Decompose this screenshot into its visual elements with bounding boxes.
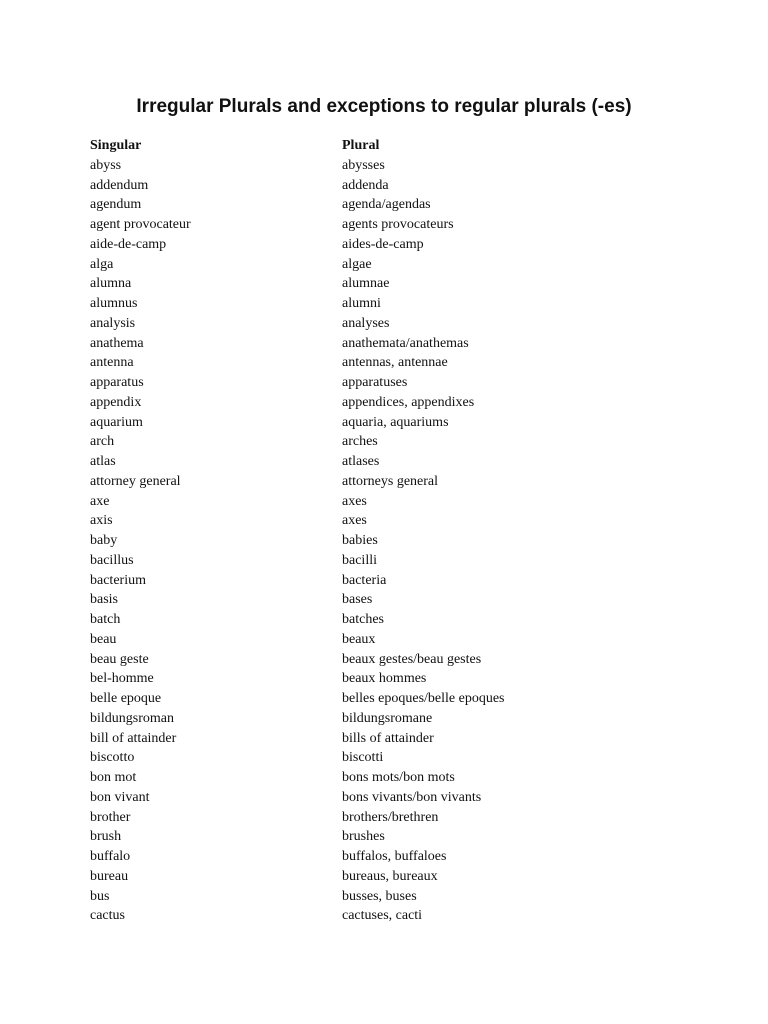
table-row — [90, 709, 690, 729]
singular-cell: attorney general — [90, 473, 181, 489]
singular-cell: bildungsroman — [90, 710, 174, 726]
plural-cell: alumnae — [342, 276, 390, 292]
table-row — [90, 452, 690, 472]
singular-cell: bon vivant — [90, 789, 150, 805]
table-row — [90, 630, 690, 650]
plural-cell: buffalos, buffaloes — [342, 849, 447, 864]
singular-cell: arch — [90, 434, 115, 450]
plural-cell: cactuses, cacti — [342, 908, 423, 924]
table-body — [90, 156, 690, 926]
table-header-row — [90, 136, 690, 156]
table-row — [90, 650, 690, 670]
column-header-singular: Singular — [90, 138, 142, 153]
table-row — [90, 373, 690, 393]
singular-cell: axe — [90, 493, 110, 509]
table-row — [90, 827, 690, 847]
singular-cell: baby — [90, 533, 118, 548]
plural-cell: bacteria — [342, 572, 387, 588]
singular-cell: alga — [90, 256, 114, 272]
plural-cell: bacilli — [342, 552, 377, 568]
singular-cell: axis — [90, 513, 113, 529]
plural-cell: axes — [342, 493, 367, 509]
singular-cell: antenna — [90, 355, 134, 371]
plural-cell: antennas, antennae — [342, 355, 448, 371]
plural-cell: brothers/brethren — [342, 809, 439, 825]
plural-cell: babies — [342, 533, 378, 548]
singular-cell: bus — [90, 888, 110, 904]
table-row — [90, 432, 690, 452]
plural-cell: bureaus, bureaux — [342, 868, 438, 884]
plural-cell: appendices, appendixes — [342, 394, 475, 410]
table-row — [90, 887, 690, 907]
plural-cell: analyses — [342, 315, 390, 331]
page-title: Irregular Plurals and exceptions to regular plurals (-es) — [136, 96, 632, 117]
plural-cell: addenda — [342, 177, 389, 193]
singular-cell: abyss — [90, 157, 122, 173]
singular-cell: aquarium — [90, 414, 143, 430]
table-row — [90, 176, 690, 196]
singular-cell: agendum — [90, 197, 142, 213]
table-row — [90, 808, 690, 828]
singular-cell: bel-homme — [90, 671, 154, 687]
table-row — [90, 472, 690, 492]
plural-cell: attorneys general — [342, 473, 439, 489]
plural-cell: bills of attainder — [342, 730, 434, 746]
table-row — [90, 590, 690, 610]
plural-cell: bildungsromane — [342, 710, 433, 726]
plural-cell: atlases — [342, 454, 380, 469]
table-row — [90, 571, 690, 591]
table-row — [90, 274, 690, 294]
singular-cell: apparatus — [90, 375, 144, 390]
singular-cell: analysis — [90, 315, 136, 331]
plural-cell: agents provocateurs — [342, 217, 454, 232]
plurals-table — [90, 136, 690, 926]
singular-cell: beau — [90, 631, 117, 647]
table-row — [90, 669, 690, 689]
singular-cell: anathema — [90, 335, 144, 351]
table-row — [90, 511, 690, 531]
plural-cell: arches — [342, 434, 378, 450]
singular-cell: cactus — [90, 908, 125, 924]
table-row — [90, 768, 690, 788]
table-row — [90, 314, 690, 334]
table-row — [90, 689, 690, 709]
singular-cell: addendum — [90, 177, 149, 193]
table-row — [90, 195, 690, 215]
singular-cell: aide-de-camp — [90, 236, 167, 252]
singular-cell: alumna — [90, 276, 132, 292]
table-row — [90, 906, 690, 926]
plural-cell: bases — [342, 592, 373, 608]
plural-cell: bons mots/bon mots — [342, 770, 455, 785]
singular-cell: bacillus — [90, 552, 134, 568]
plural-cell: brushes — [342, 829, 385, 845]
singular-cell: agent provocateur — [90, 217, 191, 232]
table-row — [90, 393, 690, 413]
table-row — [90, 729, 690, 749]
plural-cell: anathemata/anathemas — [342, 335, 469, 351]
table-row — [90, 531, 690, 551]
singular-cell: belle epoque — [90, 691, 162, 706]
plural-cell: agenda/agendas — [342, 197, 431, 213]
singular-cell: basis — [90, 592, 118, 608]
plural-cell: abysses — [342, 157, 385, 173]
table-row — [90, 847, 690, 867]
table-row — [90, 156, 690, 176]
plural-cell: axes — [342, 513, 367, 529]
singular-cell: appendix — [90, 394, 142, 410]
table-row — [90, 334, 690, 354]
singular-cell: bill of attainder — [90, 730, 177, 746]
table-row — [90, 867, 690, 887]
singular-cell: alumnus — [90, 296, 138, 311]
plural-cell: beaux — [342, 631, 376, 647]
singular-cell: bon mot — [90, 770, 137, 785]
plural-cell: biscotti — [342, 750, 384, 766]
singular-cell: brother — [90, 809, 131, 825]
plural-cell: busses, buses — [342, 888, 417, 904]
plural-cell: beaux hommes — [342, 671, 427, 687]
table-row — [90, 235, 690, 255]
plural-cell: algae — [342, 256, 372, 272]
table-row — [90, 294, 690, 314]
table-row — [90, 610, 690, 630]
plural-cell: alumni — [342, 296, 381, 311]
table-row — [90, 788, 690, 808]
singular-cell: bureau — [90, 868, 129, 884]
table-row — [90, 413, 690, 433]
singular-cell: bacterium — [90, 572, 146, 588]
singular-cell: brush — [90, 829, 122, 845]
table-row — [90, 255, 690, 275]
plural-cell: bons vivants/bon vivants — [342, 789, 482, 805]
singular-cell: biscotto — [90, 750, 135, 766]
singular-cell: buffalo — [90, 849, 131, 864]
plural-cell: batches — [342, 612, 384, 627]
column-header-plural: Plural — [342, 138, 380, 153]
plural-cell: aquaria, aquariums — [342, 414, 449, 430]
table-row — [90, 215, 690, 235]
table-row — [90, 353, 690, 373]
table-row — [90, 551, 690, 571]
singular-cell: batch — [90, 612, 121, 627]
singular-cell: beau geste — [90, 651, 149, 667]
plural-cell: apparatuses — [342, 375, 408, 390]
singular-cell: atlas — [90, 454, 116, 469]
plural-cell: belles epoques/belle epoques — [342, 691, 505, 706]
table-row — [90, 492, 690, 512]
table-row — [90, 748, 690, 768]
plural-cell: beaux gestes/beau gestes — [342, 651, 482, 667]
plural-cell: aides-de-camp — [342, 236, 424, 252]
